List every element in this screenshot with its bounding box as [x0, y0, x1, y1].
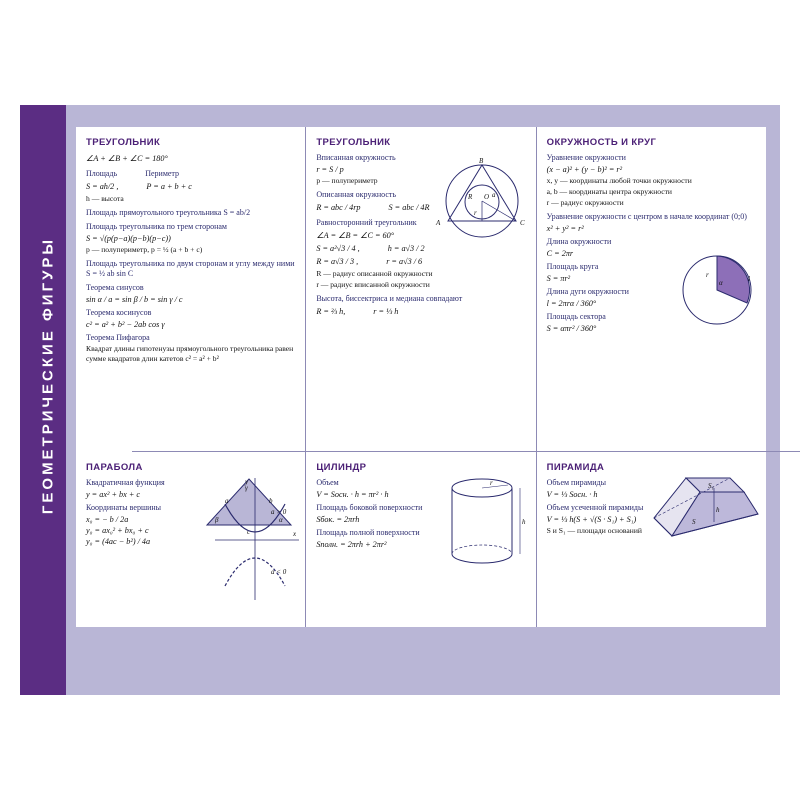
svg-text:b: b — [269, 497, 273, 505]
section-title-pyramid: ПИРАМИДА — [546, 462, 605, 473]
pythagoras-title: Теорема Пифагора — [86, 332, 150, 342]
svg-text:x: x — [293, 530, 297, 538]
area-two-sides-angle: Площадь треугольника по двум сторонам и углу между ними S = ½ ab sin C — [86, 258, 295, 278]
svg-text:S₁: S₁ — [707, 482, 714, 490]
area-circumradius-formula: S = abc / 4R — [388, 202, 430, 212]
label-perimeter: Периметр — [145, 169, 180, 178]
label-area: Площадь — [86, 169, 118, 178]
svg-text:r: r — [473, 209, 477, 217]
equilateral-title: Равносторонний треугольник — [316, 217, 417, 227]
svg-text:h: h — [715, 506, 720, 514]
law-of-cosines-title: Теорема косинусов — [86, 307, 152, 317]
cylinder-total-formula: Sполн. = 2πrh + 2πr² — [316, 540, 387, 549]
R-height-relation: R = ⅔ h, — [316, 306, 346, 316]
svg-text:c: c — [247, 528, 251, 535]
content-sheet — [76, 127, 766, 627]
circle-area-title: Площадь круга — [546, 261, 599, 271]
cylinder-lateral-formula: Sбок. = 2πrh — [316, 515, 360, 524]
pyramid-volume-formula: V = ⅓ Sосн. · h — [546, 490, 598, 499]
equilateral-area: S = a²√3 / 4 , — [316, 243, 360, 253]
pythagoras-text: Квадрат длины гипотенузы прямоугольного треугольника равен сумме квадратов длин катетов c² = a² + b² — [86, 343, 294, 363]
inscribed-circle-figure — [432, 155, 532, 247]
pyramid-figure — [652, 466, 764, 558]
semiperimeter-note-2: p — полупериметр — [316, 176, 378, 185]
circle-origin-title: Уравнение окружности с центром в начале координат (0;0) — [546, 211, 747, 221]
equilateral-R: R = a√3 / 3 , — [316, 256, 359, 266]
angle-sum-formula: ∠A + ∠B + ∠C = 180° — [86, 154, 168, 163]
parabola-svg — [207, 474, 303, 604]
svg-text:α: α — [279, 516, 284, 524]
section-title-circle: ОКРУЖНОСТЬ И КРУГ — [546, 137, 657, 148]
vertex-y2: y₀ = (4ac − b²) / 4a — [86, 537, 151, 546]
law-of-sines-title: Теорема синусов — [86, 282, 144, 292]
perimeter-formula: P = a + b + c — [146, 182, 192, 191]
cylinder-lateral-title: Площадь боковой поверхности — [316, 503, 423, 512]
frustum-volume-formula: V = ⅓ h(S + √(S · S₁) + S₁) — [546, 515, 637, 524]
svg-text:C: C — [519, 219, 525, 227]
cylinder-svg — [442, 472, 530, 576]
area-formula: S = ah/2 , — [86, 182, 119, 191]
svg-text:a: a — [225, 497, 229, 505]
circle-equation: (x − a)² + (y − b)² = r² — [546, 165, 623, 174]
vertex-x: x₀ = − b / 2a — [86, 515, 129, 524]
svg-text:β: β — [215, 516, 219, 524]
equilateral-angles: ∠A = ∠B = ∠C = 60° — [316, 230, 394, 240]
svg-text:a > 0: a > 0 — [271, 508, 287, 516]
arc-length-formula: l = 2πrα / 360° — [546, 298, 597, 308]
cylinder-volume-title: Объем — [316, 478, 339, 487]
inscribed-circle-svg — [432, 155, 532, 247]
inscribed-circle-title: Вписанная окружность — [316, 153, 396, 162]
column-5 — [305, 452, 536, 627]
poster-spine — [20, 105, 66, 695]
law-of-cosines-formula: c² = a² + b² − 2ab cos γ — [86, 319, 165, 329]
column-4 — [76, 452, 305, 627]
svg-text:a: a — [491, 191, 496, 199]
parabola-figure — [207, 474, 303, 604]
equilateral-r: r = a√3 / 6 — [386, 256, 423, 266]
inradius-formula: r = S / p — [316, 165, 344, 174]
svg-text:S: S — [691, 518, 696, 526]
equilateral-height: h = a√3 / 2 — [387, 243, 425, 253]
svg-text:O: O — [483, 193, 489, 201]
circle-ab-note: a, b — координаты центра окружности — [546, 186, 672, 196]
cylinder-total-title: Площадь полной поверхности — [316, 528, 420, 537]
circumradius-formula: R = abc / 4rp — [316, 202, 361, 212]
pyramid-volume-title: Объем пирамиды — [546, 478, 606, 487]
circumference-formula: C = 2πr — [546, 248, 574, 258]
circumference-title: Длина окружности — [546, 236, 612, 246]
svg-text:a < 0: a < 0 — [271, 568, 287, 576]
svg-text:r: r — [705, 271, 709, 279]
svg-text:R: R — [467, 193, 472, 201]
height-note: h — высота — [86, 194, 124, 203]
svg-text:h: h — [521, 518, 526, 526]
r-height-relation: r = ⅓ h — [373, 306, 399, 316]
arc-length-title: Длина дуги окружности — [546, 286, 629, 296]
sector-area-formula: S = απr² / 360° — [546, 323, 597, 333]
poster-board — [20, 105, 780, 695]
svg-text:A: A — [435, 219, 440, 227]
heron-formula: S = √(p(p−a)(p−b)(p−c)) — [86, 233, 171, 243]
cylinder-figure — [442, 472, 530, 576]
svg-text:l: l — [747, 275, 750, 283]
coincide-note: Высота, биссектриса и медиана совпадают — [316, 293, 463, 303]
circumscribed-circle-title: Описанная окружность — [316, 189, 397, 199]
circle-r-note: r — радиус окружности — [546, 197, 624, 207]
section-title-cylinder: ЦИЛИНДР — [316, 462, 367, 473]
svg-text:y: y — [245, 478, 249, 486]
vertex-y1: y₀ = ax₀² + bx₀ + c — [86, 526, 149, 535]
R-note: R — радиус описанной окружности — [316, 268, 433, 278]
svg-text:γ: γ — [245, 484, 249, 492]
circle-origin-equation: x² + y² = r² — [546, 223, 584, 233]
svg-text:α: α — [718, 279, 723, 287]
section-title-parabola: ПАРАБОЛА — [86, 462, 143, 473]
cylinder-volume-formula: V = Sосн. · h = πr² · h — [316, 490, 389, 499]
heron-title: Площадь треугольника по трем сторонам — [86, 221, 227, 231]
spine-title: ГЕОМЕТРИЧЕСКИЕ ФИГУРЫ — [39, 236, 57, 515]
vertex-title: Координаты вершины — [86, 503, 162, 512]
quadratic-title: Квадратичная функция — [86, 478, 165, 487]
frustum-volume-title: Объем усеченной пирамиды — [546, 503, 644, 512]
semiperimeter-note: p — полупериметр, p = ½ (a + b + c) — [86, 244, 203, 254]
section-title-triangle-2: ТРЕУГОЛЬНИК — [316, 137, 391, 148]
circle-equation-title: Уравнение окружности — [546, 153, 626, 162]
circle-xy-note: x, y — координаты любой точки окружности — [546, 176, 692, 185]
bases-note: S и S₁ — площади оснований — [546, 526, 642, 535]
law-of-sines-formula: sin α / a = sin β / b = sin γ / c — [86, 294, 183, 304]
svg-text:r: r — [489, 479, 493, 487]
pyramid-svg — [652, 466, 764, 558]
quadratic-formula: y = ax² + bx + c — [86, 490, 141, 499]
circle-area-formula: S = πr² — [546, 273, 571, 283]
r-note: r — радиус вписанной окружности — [316, 279, 430, 289]
sector-svg — [674, 247, 760, 333]
column-6 — [537, 452, 766, 627]
sector-figure — [674, 247, 760, 333]
section-title-triangle-1: ТРЕУГОЛЬНИК — [86, 137, 161, 148]
svg-text:B: B — [478, 157, 483, 165]
sector-area-title: Площадь сектора — [546, 311, 606, 321]
right-triangle-area: Площадь прямоугольного треугольника S = ab/2 — [86, 207, 251, 217]
